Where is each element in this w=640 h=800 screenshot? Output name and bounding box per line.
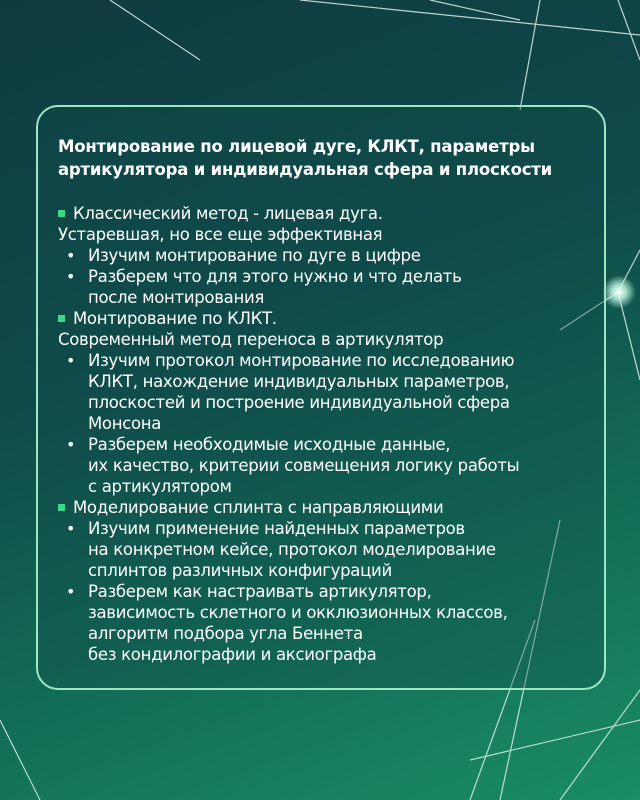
section-title-cbct: Монтирование по КЛКТ. xyxy=(58,308,586,329)
dot-bullet-icon: • xyxy=(66,519,76,538)
section-subtitle-classic: Устаревшая, но все еще эффективная xyxy=(58,225,383,244)
list-item: • Изучим монтирование по дуге в цифре xyxy=(66,246,421,265)
heading-line-1: Монтирование по лицевой дуге, КЛКТ, параметры xyxy=(58,137,535,156)
heading-line-2: артикулятора и индивидуальная сфера и плоскости xyxy=(58,160,553,179)
list-item: • Разберем необходимые исходные данные, их качество, критерии совмещения логику работы с артикулятором xyxy=(66,435,520,496)
dot-bullet-icon: • xyxy=(66,435,76,454)
list-item: • Разберем что для этого нужно и что делать после монтирования xyxy=(66,267,462,307)
green-square-bullet-icon xyxy=(58,210,65,217)
light-glow-dot xyxy=(602,275,636,309)
list-item: • Изучим протокол монтирование по исследованию КЛКТ, нахождение индивидуальных параметров, плоскостей и построение индивидуальной сфера Монсона xyxy=(66,351,515,433)
dot-bullet-icon: • xyxy=(66,582,76,601)
green-square-bullet-icon xyxy=(58,504,65,511)
list-item: • Изучим применение найденных параметров на конкретном кейсе, протокол моделирование сплинтов различных конфигураций xyxy=(66,519,496,580)
content-card xyxy=(36,105,606,690)
section-title-classic: Классический метод - лицевая дуга. xyxy=(58,203,586,224)
section-title-splint: Моделирование сплинта с направляющими xyxy=(58,497,586,518)
section-subtitle-cbct: Современный метод переноса в артикулятор xyxy=(58,330,444,349)
dot-bullet-icon: • xyxy=(66,267,76,286)
list-item: • Разберем как настраивать артикулятор, зависимость склетного и окклюзионных классов, алгоритм подбора угла Беннета без кондилографии и аксиографа xyxy=(66,582,508,664)
green-square-bullet-icon xyxy=(58,315,65,322)
dot-bullet-icon: • xyxy=(66,246,76,265)
card-content xyxy=(58,203,586,665)
dot-bullet-icon: • xyxy=(66,351,76,370)
card-heading xyxy=(58,135,586,181)
